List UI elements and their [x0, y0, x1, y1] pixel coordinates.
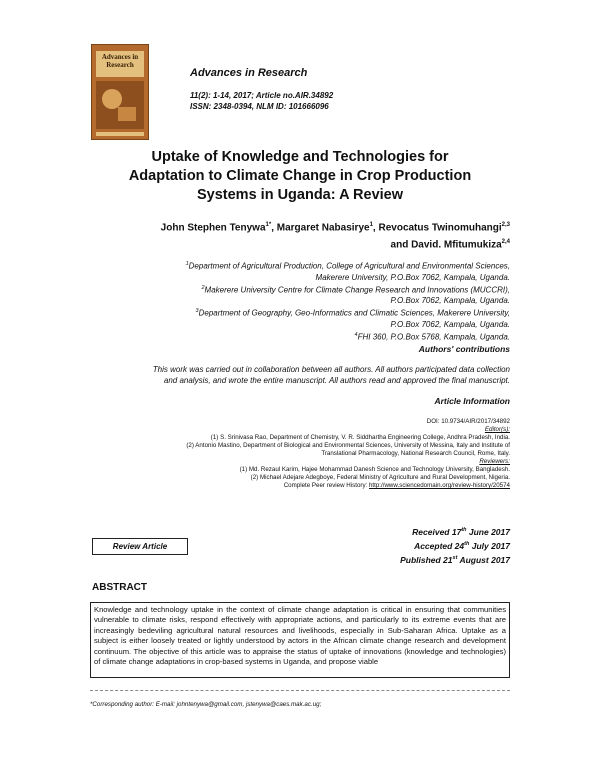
affiliation-line: Makerere University, P.O.Box 7062, Kampala, Uganda. [315, 272, 510, 282]
doi: DOI: 10.9734/AIR/2017/34892 [426, 418, 510, 425]
title-line: Uptake of Knowledge and Technologies for [151, 149, 449, 165]
review-history [186, 482, 510, 490]
contributions-line: and analysis, and wrote the entire manuscript. All authors read and approved the final manuscript. [163, 376, 510, 385]
author-affil-sup: 2,3 [501, 222, 510, 228]
author-name: Margaret Nabasirye [276, 222, 370, 234]
affiliation-sup: 3 [195, 308, 199, 315]
reviewers-label: Reviewers: [479, 458, 510, 465]
review-history-label: Complete Peer review History: [283, 482, 369, 489]
abstract-heading: ABSTRACT [92, 582, 147, 593]
publication-dates [400, 524, 510, 565]
author-name: John Stephen Tenywa [160, 222, 266, 234]
review-history-link[interactable]: http://www.sciencedomain.org/review-history/20574 [368, 482, 510, 489]
reviewer-entry: (2) Michael Adejare Adegboye, Federal Ministry of Agriculture and Rural Development, Nigeria. [250, 474, 510, 481]
contributions-heading: Authors' contributions [418, 344, 510, 354]
received-date: Received 17th June 2017 [412, 526, 510, 537]
affiliation-sup: 4 [354, 331, 358, 338]
affiliation-text: Department of Geography, Geo-Informatics and Climatic Sciences, Makerere University, [198, 308, 510, 318]
accepted-date: Accepted 24th July 2017 [414, 540, 510, 551]
editor-entry: Translational Pharmacology, National Research Council, Rome, Italy. [321, 450, 510, 457]
title-line: Systems in Uganda: A Review [196, 187, 404, 203]
issn: ISSN: 2348-0394, NLM ID: 101666096 [190, 102, 329, 111]
affiliations [186, 259, 510, 343]
paper-title [90, 148, 510, 205]
author-list [90, 218, 510, 253]
journal-cover-image [91, 44, 149, 140]
affiliation-line [186, 259, 510, 272]
cover-illustration [96, 81, 144, 129]
footnote-divider [90, 690, 510, 691]
affiliation-sup: 1 [185, 261, 189, 267]
affiliation-text: FHI 360, P.O.Box 5768, Kampala, Uganda. [357, 332, 510, 342]
affiliation-line [186, 306, 510, 319]
article-information-heading: Article Information [434, 396, 510, 406]
author-affil-sup: 1* [265, 222, 272, 228]
cover-footer-band [96, 132, 144, 136]
author-affil-sup: 2,4 [501, 239, 510, 246]
affiliation-line: P.O.Box 7062, Kampala, Uganda. [390, 296, 510, 306]
affiliation-line [186, 283, 510, 296]
cover-title: Advances in Research [96, 51, 144, 77]
article-information [186, 418, 510, 490]
journal-name: Advances in Research [190, 67, 308, 79]
reviewer-entry: (1) Md. Rezaul Karim, Hajee Mohammad Danesh Science and Technology University, Bangladesh. [239, 466, 510, 473]
published-date: Published 21st August 2017 [400, 554, 510, 565]
affiliation-sup: 2 [201, 284, 205, 291]
contributions-line: This work was carried out in collaboration between all authors. All authors participated data collection [152, 365, 510, 374]
title-line: Adaptation to Climate Change in Crop Production [128, 168, 472, 184]
author-affil-sup: 1 [369, 222, 373, 228]
article-type-badge: Review Article [92, 538, 188, 555]
author-line [90, 235, 510, 252]
affiliation-text: Makerere University Centre for Climate Change Research and Innovations (MUCCRI), [204, 285, 510, 295]
affiliation-line: P.O.Box 7062, Kampala, Uganda. [390, 319, 510, 329]
author-name: Revocatus Twinomuhangi [378, 222, 502, 234]
editor-entry: (2) Antonio Mastino, Department of Biological and Environmental Sciences, University of Messina, Italy and Institute of [186, 442, 510, 449]
abstract-text: Knowledge and technology uptake in the context of climate change adaptation is critical in ensuring that communities vulnerable to climate risks, respond effectively with appropriate actions, and particularly to its extreme events that are increasingly bedeviling agricultural natural resources and livelihoods, especially in Sub-Saharan Africa. Uptake as a subject is either loosely treated or lightly understood by actors in the African climate change research and development continuum. The objective of this article was to appraise the status of uptake of innovations (knowledge and technologies) of climate change adaptations in crop-based systems in Uganda, and propose viable [90, 602, 510, 678]
corresponding-author-footnote: *Corresponding author: E-mail: johntenywa@gmail.com, jstenywa@caes.mak.ac.ug; [90, 701, 322, 708]
affiliation-line [186, 330, 510, 343]
author-name: and David. Mfitumukiza [390, 239, 502, 251]
editor-entry: (1) S. Srinivasa Rao, Department of Chemistry, V. R. Siddhartha Engineering College, Andhra Pradesh, India. [210, 434, 510, 441]
affiliation-text: Department of Agricultural Production, College of Agricultural and Environmental Sciences, [188, 261, 510, 271]
citation: 11(2): 1-14, 2017; Article no.AIR.34892 [190, 91, 334, 100]
contributions-text [90, 364, 510, 386]
author-line: John Stephen Tenywa$^{1*}$, Margaret Nabasirye$^1$, Revocatus Twinomuhangi$^{2,3}$ [160, 222, 510, 234]
editors-label: Editor(s): [484, 426, 510, 433]
